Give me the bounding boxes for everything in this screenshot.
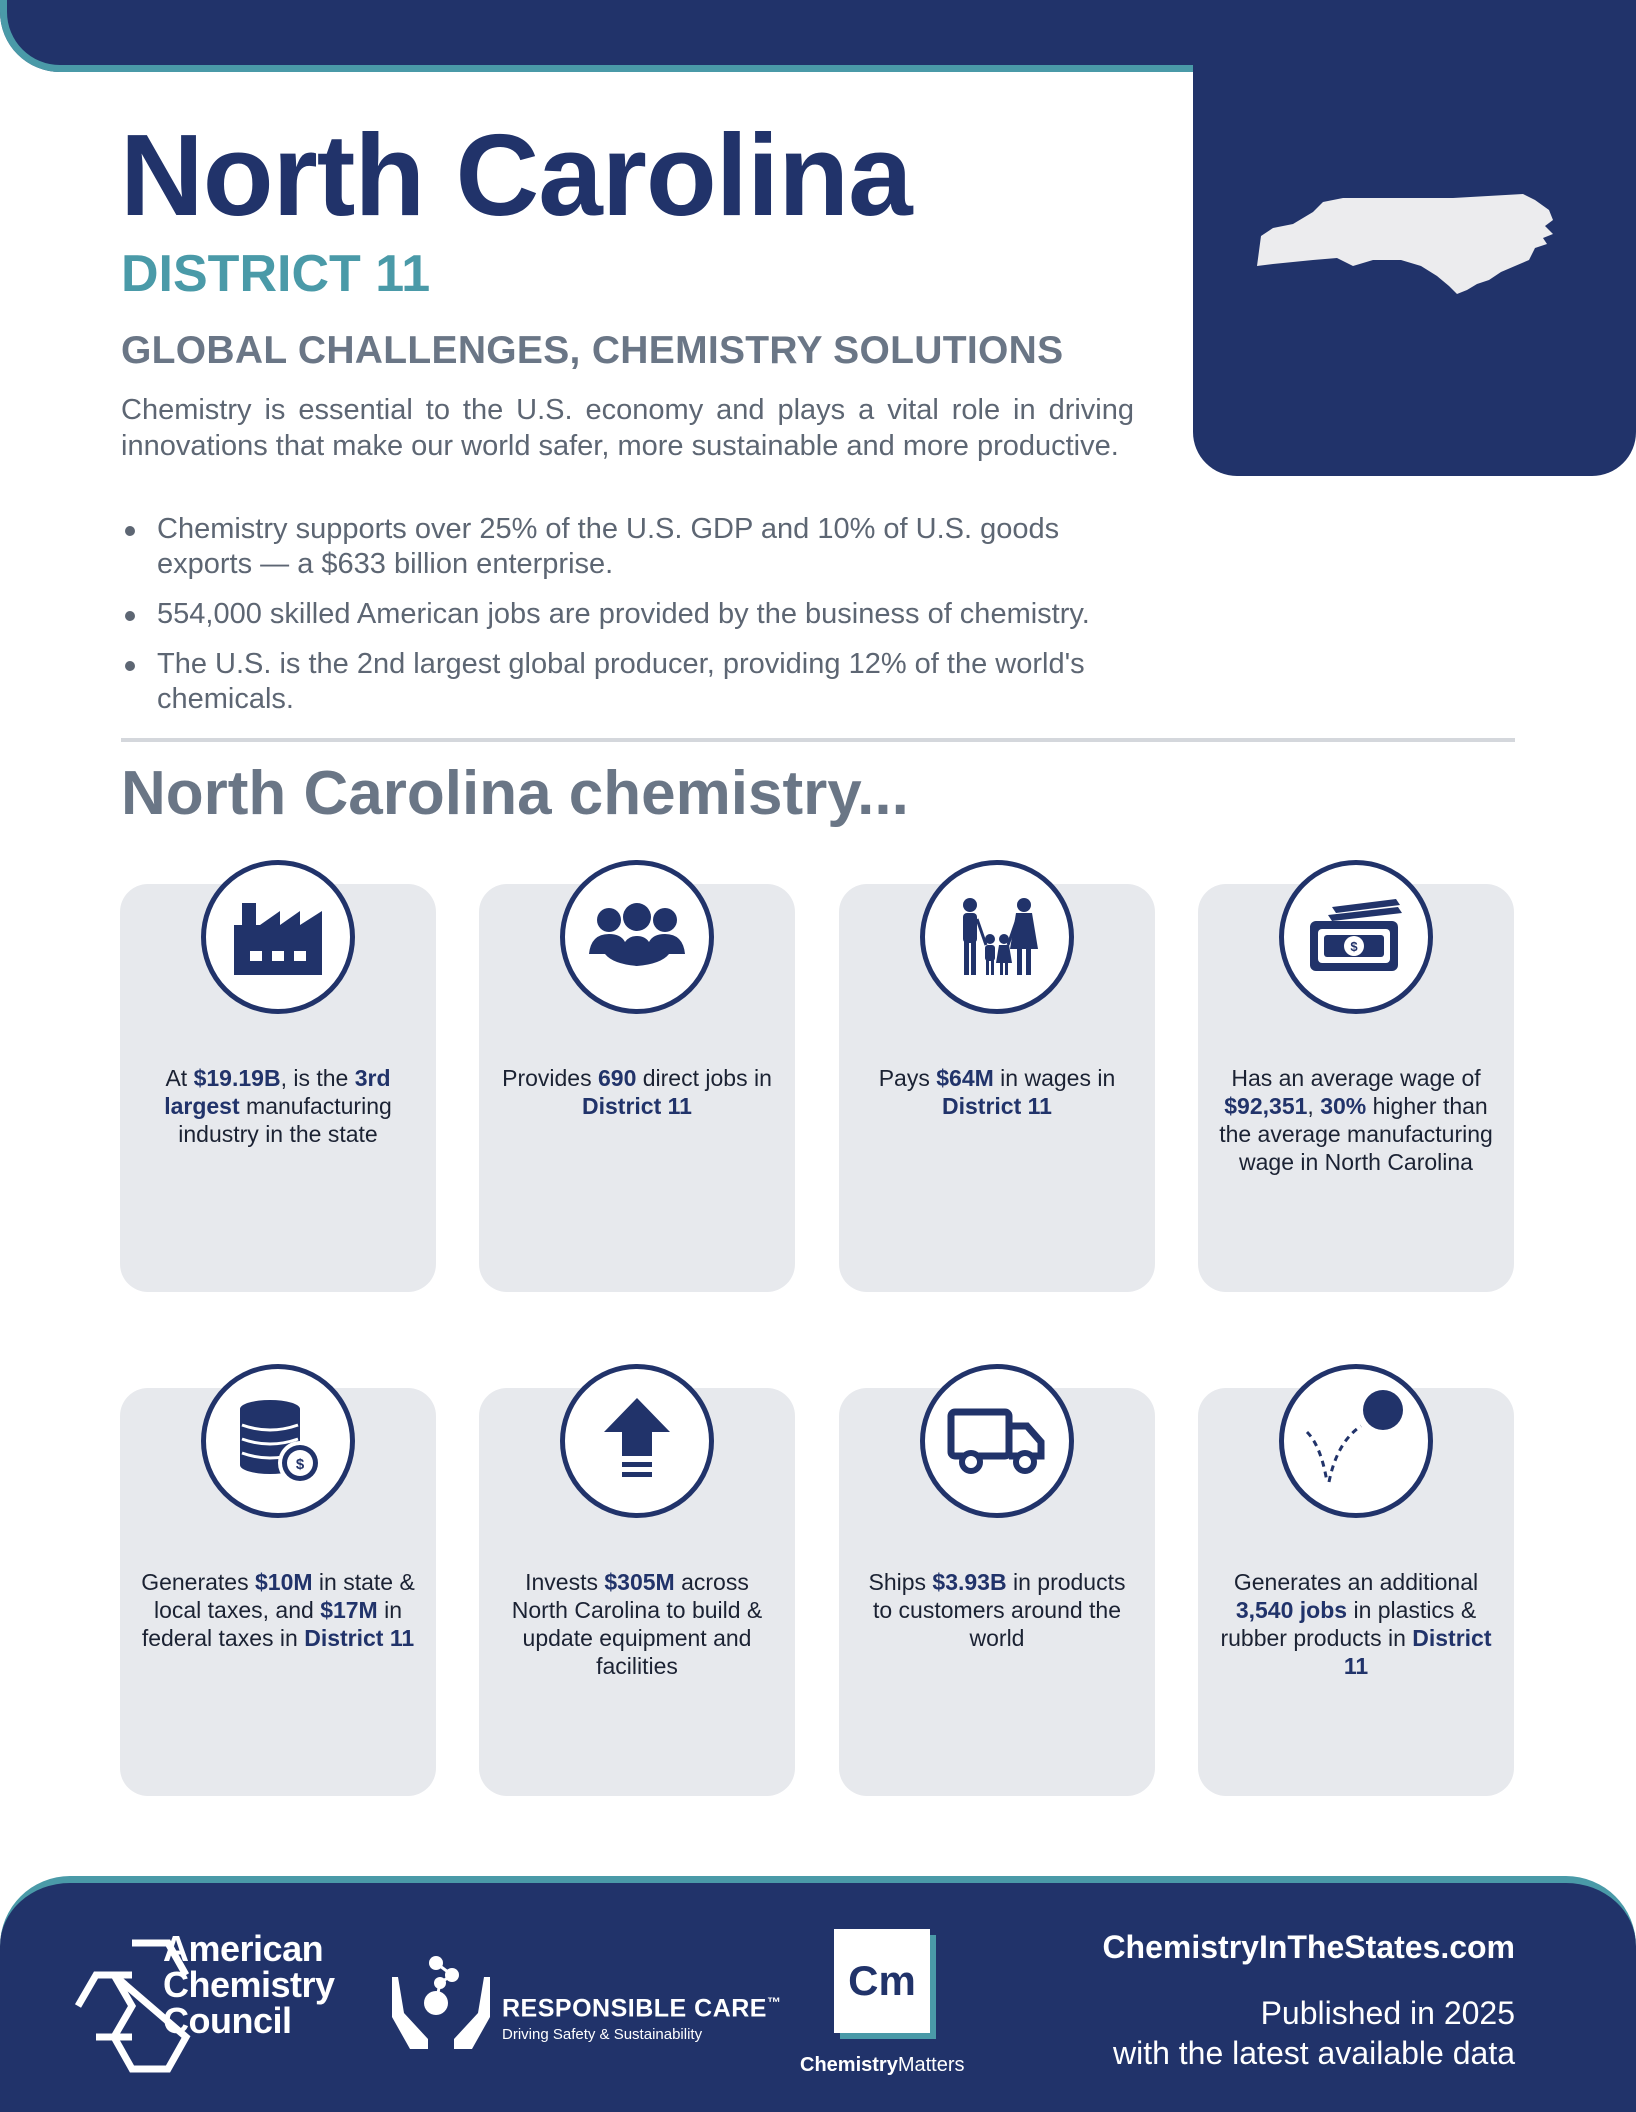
stat-text-part: manufacturing industry in the state	[178, 1093, 392, 1147]
stat-text-part: across North Carolina to build & update equipment and facilities	[511, 1569, 763, 1679]
stat-highlight: $64M	[936, 1065, 994, 1091]
stat-text-part: in wages in	[993, 1065, 1116, 1091]
top-banner-accent	[0, 0, 1200, 72]
stat-highlight: $19.19B	[193, 1065, 281, 1091]
stat-highlight: $3.93B	[932, 1569, 1007, 1595]
stat-card-wages	[839, 884, 1155, 1292]
north-carolina-map-icon	[1253, 180, 1573, 310]
published-note: Published in 2025 with the latest available data	[1112, 1995, 1515, 2071]
website-link[interactable]: ChemistryInTheStates.com	[1102, 1929, 1515, 1965]
stat-highlight: District 11	[582, 1093, 692, 1119]
stat-text-part: Invests	[525, 1569, 605, 1595]
stat-card-investment	[479, 1388, 795, 1796]
stat-highlight: $17M	[320, 1597, 378, 1623]
stat-highlight: $305M	[604, 1569, 675, 1595]
stat-highlight: $92,351	[1224, 1093, 1308, 1119]
coins-icon	[201, 1364, 355, 1518]
responsible-care-hands-logo	[388, 1953, 494, 2053]
stat-text	[138, 1568, 418, 1652]
stat-text-part: Generates an additional	[1233, 1569, 1479, 1595]
stat-highlight: District 11	[304, 1625, 415, 1651]
factory-icon	[201, 860, 355, 1014]
stat-highlight: 690	[597, 1065, 637, 1091]
svg-text:$: $	[295, 1456, 305, 1473]
chemistry-matters-logo: Cm	[834, 1929, 930, 2033]
family-icon	[920, 860, 1074, 1014]
footer	[0, 1876, 1636, 2112]
chemistry-heading: North Carolina chemistry...	[121, 759, 909, 828]
stat-highlight: $10M	[254, 1569, 313, 1595]
state-title: North Carolina	[120, 110, 912, 240]
stat-highlight: District 11	[942, 1093, 1052, 1119]
state-map-panel	[1193, 60, 1636, 476]
stat-text	[857, 1064, 1137, 1120]
bullet-item: Chemistry supports over 25% of the U.S. GDP and 10% of U.S. goods exports — a $633 billion enterprise.	[121, 512, 1134, 582]
stat-text-part: Has an average wage of	[1231, 1065, 1481, 1091]
stat-card-jobs	[479, 884, 795, 1292]
bullet-item: 554,000 skilled American jobs are provided by the business of chemistry.	[121, 597, 1134, 632]
stat-card-industry	[120, 884, 436, 1292]
stat-text	[138, 1064, 418, 1148]
stat-text	[497, 1064, 777, 1120]
bullet-list	[121, 512, 1134, 732]
bullet-item: The U.S. is the 2nd largest global producer, providing 12% of the world's chemicals.	[121, 647, 1134, 717]
stat-text	[857, 1568, 1137, 1652]
stat-text-part: in plastics & rubber products in	[1220, 1597, 1477, 1651]
stat-text-part: , is the	[280, 1065, 355, 1091]
stat-text-part: in state & local taxes, and	[153, 1569, 415, 1623]
money-icon	[1279, 860, 1433, 1014]
stat-text-part: At	[165, 1065, 194, 1091]
people-group-icon	[560, 860, 714, 1014]
responsible-care-title: RESPONSIBLE CARE™	[502, 1994, 782, 2023]
stat-card-shipments	[839, 1388, 1155, 1796]
section-heading: GLOBAL CHALLENGES, CHEMISTRY SOLUTIONS	[121, 329, 1064, 372]
chemistry-matters-label: ChemistryMatters	[800, 2054, 965, 2076]
stat-card-plastics-jobs	[1198, 1388, 1514, 1796]
stat-highlight: 3,540 jobs	[1235, 1597, 1348, 1623]
stat-text	[1216, 1064, 1496, 1176]
acc-name: American Chemistry Council	[163, 1928, 335, 2041]
stat-text-part: Pays	[878, 1065, 937, 1091]
svg-text:$: $	[1350, 939, 1358, 954]
district-title: DISTRICT 11	[121, 245, 431, 303]
stat-text	[1216, 1568, 1496, 1680]
stat-text-part: higher than the average manufacturing wage in North Carolina	[1219, 1093, 1493, 1175]
stat-highlight: District 11	[1343, 1625, 1492, 1679]
truck-icon	[920, 1364, 1074, 1518]
responsible-care-tagline: Driving Safety & Sustainability	[502, 2026, 703, 2043]
divider	[121, 738, 1515, 742]
arrow-up-icon	[560, 1364, 714, 1518]
stat-text	[497, 1568, 777, 1680]
stat-card-taxes	[120, 1388, 436, 1796]
stat-text-part: in products to customers around the world	[872, 1569, 1126, 1651]
bounce-ball-icon	[1279, 1364, 1433, 1518]
stat-text-part: in federal taxes in	[141, 1597, 403, 1651]
stat-highlight: 30%	[1320, 1093, 1367, 1119]
stat-card-average-wage	[1198, 884, 1514, 1292]
intro-paragraph: Chemistry is essential to the U.S. economy and plays a vital role in driving innovations that make our world safer, more sustainable and more productive.	[121, 394, 1134, 462]
stat-text-part: Generates	[141, 1569, 255, 1595]
stat-highlight: 3rd largest	[164, 1065, 391, 1119]
stat-text-part: Ships	[868, 1569, 933, 1595]
stat-text-part: Provides	[502, 1065, 598, 1091]
stat-text-part: direct jobs in	[636, 1065, 772, 1091]
stat-text-part: ,	[1307, 1093, 1321, 1119]
